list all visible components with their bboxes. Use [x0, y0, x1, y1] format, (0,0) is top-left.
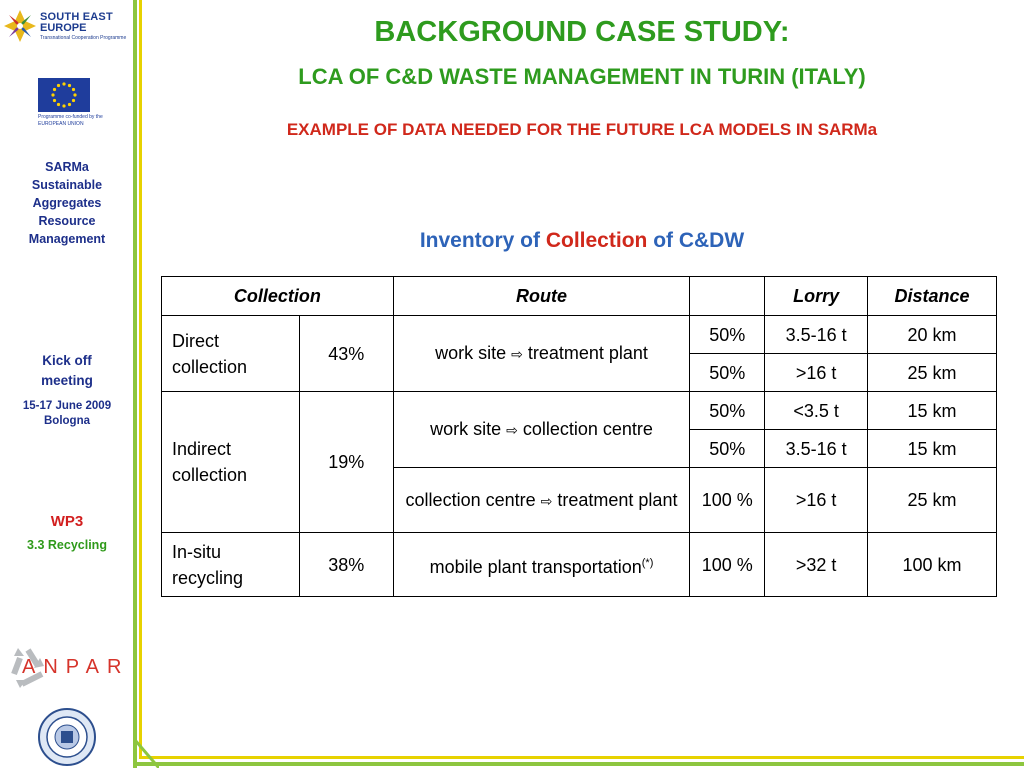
- page-title: BACKGROUND CASE STUDY:: [374, 16, 790, 48]
- inventory-title-highlight: Collection: [545, 229, 648, 252]
- lorry-cell: <3.5 t: [765, 392, 868, 430]
- route-from: collection centre: [405, 489, 536, 510]
- route-to: treatment plant: [557, 489, 678, 510]
- collection-type: Direct collection: [162, 316, 300, 392]
- header-lorry: Lorry: [765, 277, 868, 316]
- logo-line-2: EUROPE: [40, 22, 87, 34]
- share-cell: 50%: [690, 430, 765, 468]
- date-line: 15-17 June 2009: [22, 400, 112, 412]
- frame-line-green: [133, 0, 137, 768]
- route-cell: [393, 392, 690, 468]
- header-route: Route: [393, 277, 690, 316]
- frame-line-yellow: [139, 0, 142, 758]
- logo-line-3: Transnational Cooperation Programme: [40, 35, 127, 41]
- distance-cell: 25 km: [868, 354, 997, 392]
- arrow-right-icon: ⇨: [511, 346, 523, 362]
- event-line: Kick off: [42, 353, 92, 368]
- page-subtitle: LCA OF C&D WASTE MANAGEMENT IN TURIN (ITALY): [298, 64, 866, 89]
- route-from: work site: [435, 343, 507, 363]
- lorry-cell: >32 t: [765, 533, 868, 597]
- project-line: Sustainable: [31, 178, 103, 192]
- lorry-cell: >16 t: [765, 354, 868, 392]
- project-line: Management: [28, 232, 106, 246]
- route-text: mobile plant transportation: [429, 556, 642, 577]
- inventory-title: [140, 229, 1024, 253]
- collection-pct: 43%: [299, 316, 393, 392]
- event-line: meeting: [41, 373, 93, 388]
- distance-cell: 15 km: [868, 392, 997, 430]
- lorry-cell: 3.5-16 t: [765, 316, 868, 354]
- project-name: [0, 158, 134, 248]
- frame-line-yellow-bottom: [139, 756, 1024, 759]
- arrow-right-icon: ⇨: [540, 492, 553, 509]
- project-line: Resource: [38, 214, 96, 228]
- collection-type: Indirect collection: [162, 392, 300, 533]
- inventory-title-pre: Inventory of: [419, 229, 546, 252]
- anpar-logo-text: ANPAR: [22, 656, 130, 678]
- frame-corner: [133, 740, 159, 768]
- distance-cell: 15 km: [868, 430, 997, 468]
- university-seal-icon: [37, 707, 97, 767]
- header-distance: Distance: [868, 277, 997, 316]
- share-cell: 50%: [690, 316, 765, 354]
- route-cell: [393, 316, 690, 392]
- share-cell: 50%: [690, 392, 765, 430]
- project-line: SARMa: [45, 160, 89, 174]
- frame-line-green-bottom: [133, 762, 1024, 766]
- route-to: treatment plant: [527, 343, 648, 363]
- distance-cell: 20 km: [868, 316, 997, 354]
- inventory-title-post: of C&DW: [647, 229, 745, 252]
- event-dates: [0, 399, 134, 429]
- collection-pct: 19%: [299, 392, 393, 533]
- share-cell: 100 %: [690, 533, 765, 597]
- route-footnote-mark: (*): [641, 556, 654, 569]
- route-to: collection centre: [522, 419, 653, 439]
- share-cell: 100 %: [690, 468, 765, 533]
- sidebar: [0, 0, 134, 768]
- route-cell: [393, 533, 690, 597]
- arrow-right-icon: ⇨: [506, 422, 518, 438]
- work-package: WP3: [50, 513, 84, 530]
- lorry-cell: 3.5-16 t: [765, 430, 868, 468]
- logo-line-1: SOUTH EAST: [40, 11, 113, 23]
- table-row: [162, 533, 997, 597]
- lorry-cell: >16 t: [765, 468, 868, 533]
- event-name: [0, 351, 134, 391]
- header-collection: Collection: [162, 277, 394, 316]
- inventory-table: [161, 276, 997, 597]
- location-line: Bologna: [44, 415, 90, 427]
- header-share: [690, 277, 765, 316]
- distance-cell: 100 km: [868, 533, 997, 597]
- example-heading: EXAMPLE OF DATA NEEDED FOR THE FUTURE LCA MODELS IN SARMa: [286, 120, 878, 139]
- route-cell: [393, 468, 690, 533]
- route-from: work site: [430, 419, 502, 439]
- collection-pct: 38%: [299, 533, 393, 597]
- table-row: [162, 392, 997, 430]
- project-line: Aggregates: [32, 196, 102, 210]
- table-header-row: [162, 277, 997, 316]
- collection-type: In-situ recycling: [162, 533, 300, 597]
- eu-flag-icon: [38, 78, 90, 112]
- table-row: [162, 316, 997, 354]
- eu-caption-2: EUROPEAN UNION: [38, 121, 84, 127]
- work-package-sub: 3.3 Recycling: [27, 538, 107, 552]
- distance-cell: 25 km: [868, 468, 997, 533]
- share-cell: 50%: [690, 354, 765, 392]
- eu-caption-1: Programme co-funded by the: [38, 114, 103, 120]
